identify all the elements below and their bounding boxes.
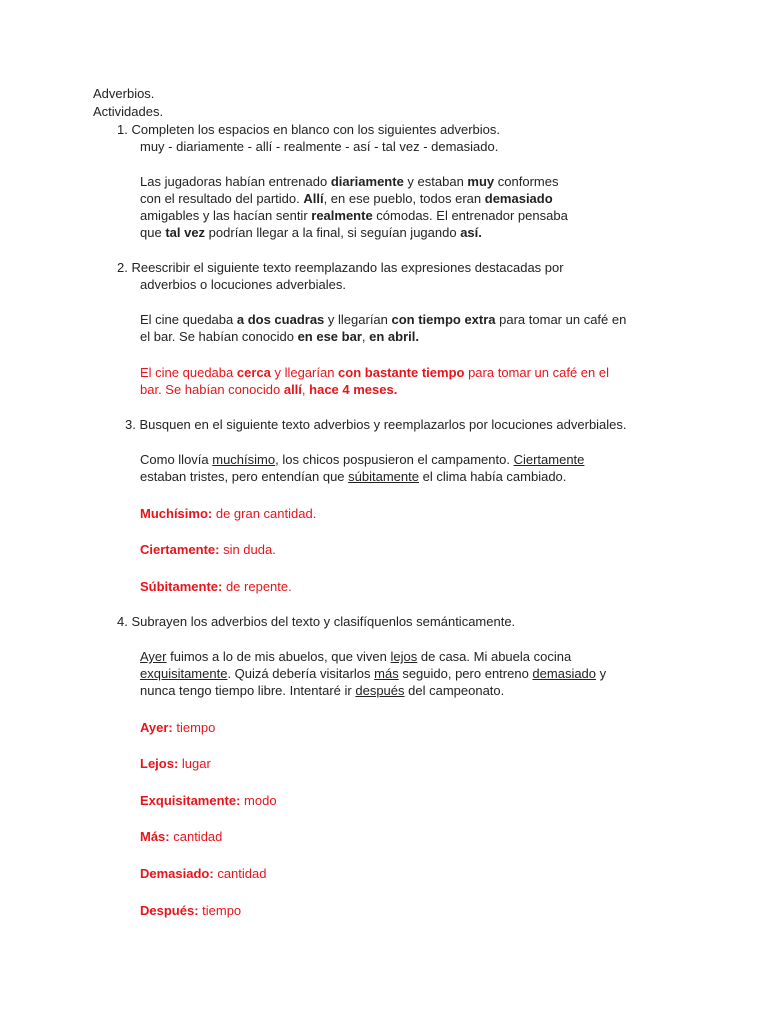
section-1-heading: 1. Completen los espacios en blanco con los siguientes adverbios. bbox=[117, 122, 501, 137]
section-3-text-line-1: Como llovía muchísimo, los chicos pospusieron el campamento. Ciertamente bbox=[140, 452, 585, 467]
doc-title: Adverbios. bbox=[93, 86, 155, 101]
section-4-text-line-2: exquisitamente. Quizá debería visitarlos más seguido, pero entreno demasiado y bbox=[140, 666, 607, 681]
section-3-answer: Muchísimo: de gran cantidad. bbox=[140, 506, 317, 521]
doc-subtitle: Actividades. bbox=[93, 104, 164, 119]
section-2-heading-cont: adverbios o locuciones adverbiales. bbox=[140, 277, 346, 292]
section-2-heading: 2. Reescribir el siguiente texto reemplazando las expresiones destacadas por bbox=[117, 260, 564, 275]
section-4-answer: Demasiado: cantidad bbox=[140, 866, 267, 881]
section-3-heading: 3. Busquen en el siguiente texto adverbios y reemplazarlos por locuciones adverbiales. bbox=[125, 417, 627, 432]
section-1-text-line-1: Las jugadoras habían entrenado diariamente y estaban muy conformes bbox=[140, 174, 559, 189]
section-4-answer: Después: tiempo bbox=[140, 903, 242, 918]
section-4-answer: Lejos: lugar bbox=[140, 756, 211, 771]
section-4-heading: 4. Subrayen los adverbios del texto y clasifíquenlos semánticamente. bbox=[117, 614, 516, 629]
section-2-text-line-1: El cine quedaba a dos cuadras y llegarían con tiempo extra para tomar un café en bbox=[140, 312, 627, 327]
section-1-text-line-3: amigables y las hacían sentir realmente cómodas. El entrenador pensaba bbox=[140, 208, 568, 223]
section-1-text-line-2: con el resultado del partido. Allí, en ese pueblo, todos eran demasiado bbox=[140, 191, 553, 206]
section-3-answer: Súbitamente: de repente. bbox=[140, 579, 292, 594]
adverb-word-list: muy - diariamente - allí - realmente - así - tal vez - demasiado. bbox=[140, 139, 499, 154]
section-4-text-line-1: Ayer fuimos a lo de mis abuelos, que viven lejos de casa. Mi abuela cocina bbox=[140, 649, 572, 664]
section-4-answer: Ayer: tiempo bbox=[140, 720, 216, 735]
section-4-answer: Más: cantidad bbox=[140, 829, 223, 844]
section-2-text-line-2: el bar. Se habían conocido en ese bar, en abril. bbox=[140, 329, 419, 344]
section-4-answer: Exquisitamente: modo bbox=[140, 793, 277, 808]
section-2-answer-line-1: El cine quedaba cerca y llegarían con bastante tiempo para tomar un café en el bbox=[140, 365, 609, 380]
section-3-text-line-2: estaban tristes, pero entendían que súbitamente el clima había cambiado. bbox=[140, 469, 567, 484]
section-3-answer: Ciertamente: sin duda. bbox=[140, 542, 276, 557]
section-2-answer-line-2: bar. Se habían conocido allí, hace 4 meses. bbox=[140, 382, 398, 397]
section-1-text-line-4: que tal vez podrían llegar a la final, si seguían jugando así. bbox=[140, 225, 482, 240]
section-4-text-line-3: nunca tengo tiempo libre. Intentaré ir después del campeonato. bbox=[140, 683, 505, 698]
